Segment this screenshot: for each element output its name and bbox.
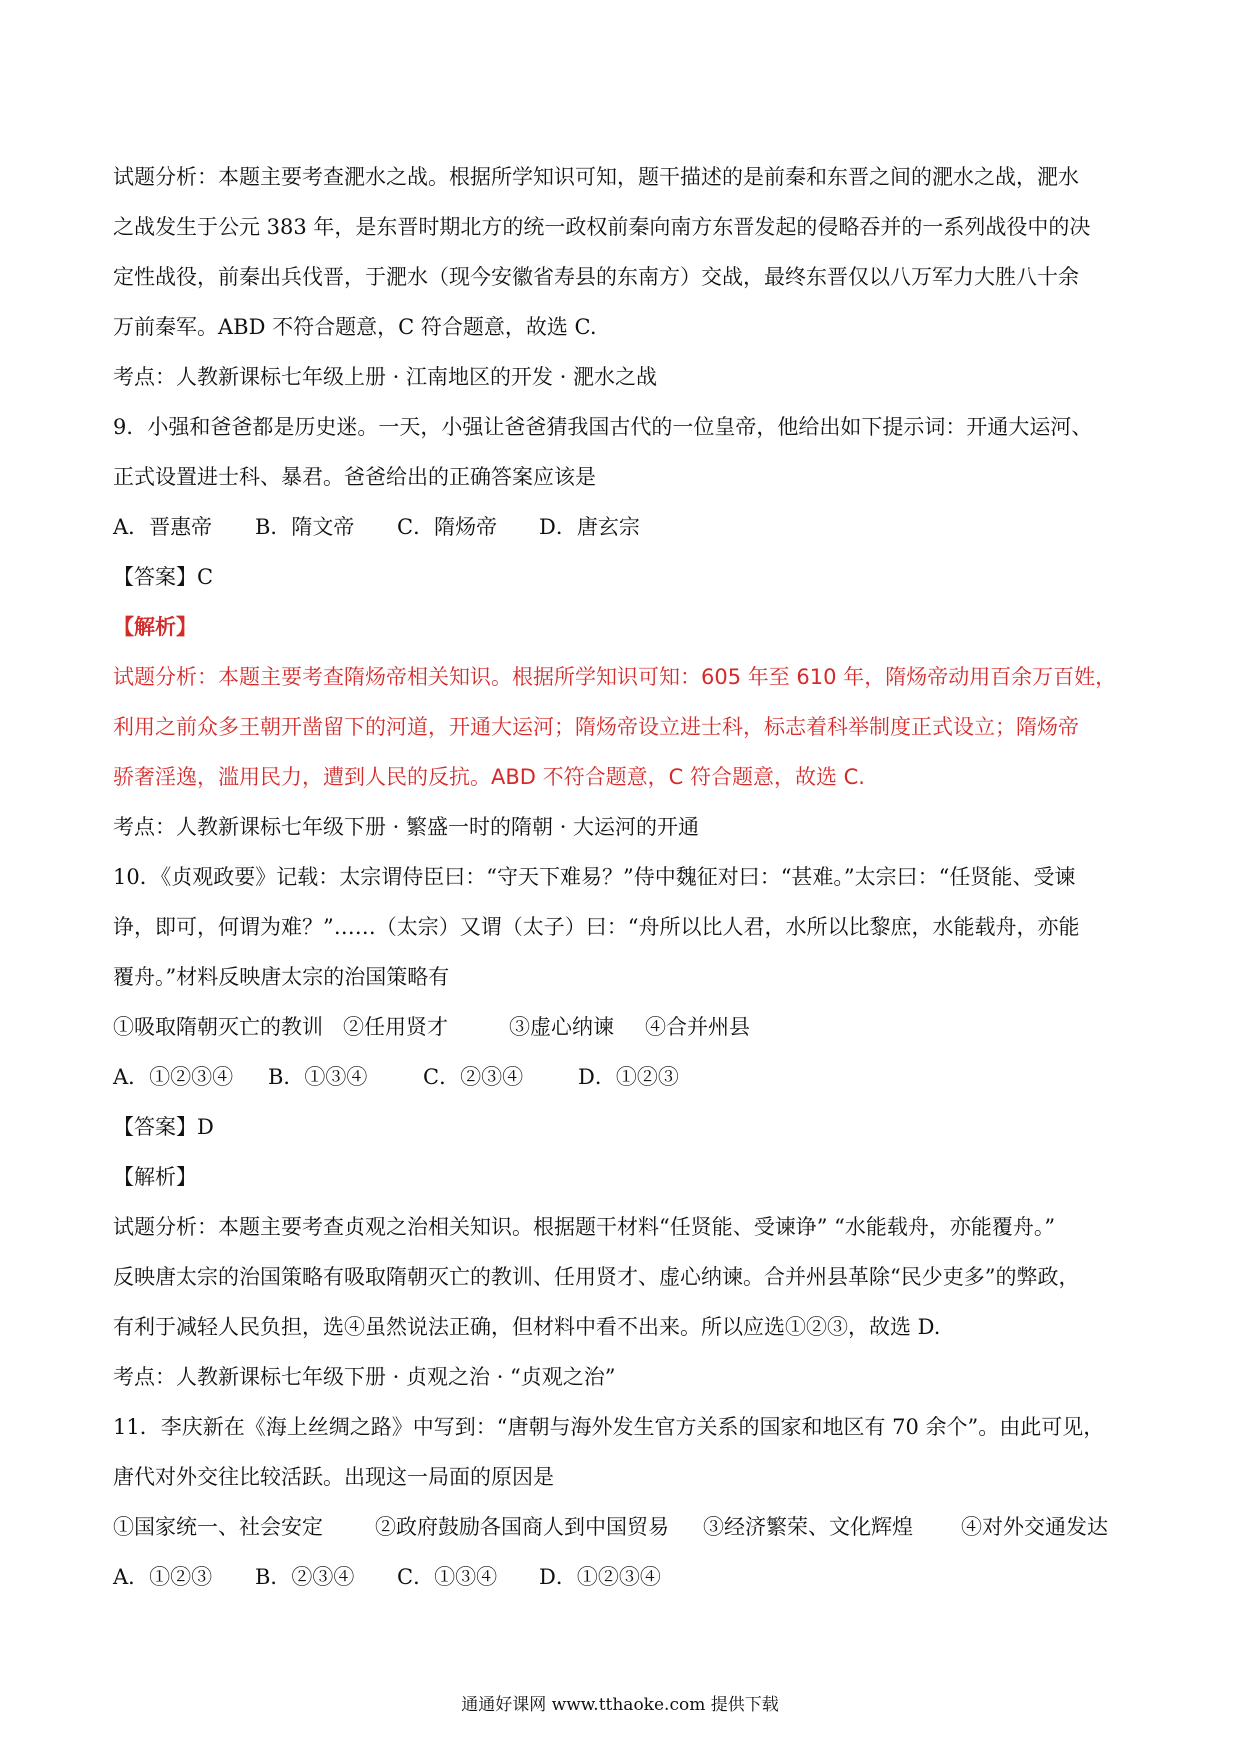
statement-2: ②任用贤才 [343,1015,448,1039]
statement-1: ①吸取隋朝灭亡的教训 [113,1015,323,1039]
text-line: 万前秦军。ABD 不符合题意，C 符合题意，故选 C. [113,315,597,339]
option-d: D．①②③④ [539,1565,661,1589]
option-c: C．②③④ [423,1065,524,1089]
question-9-analysis: 利用之前众多王朝开凿留下的河道，开通大运河；隋炀帝设立进士科，标志着科举制度正式设立；隋炀帝 [113,715,1079,739]
option-d: D．唐玄宗 [539,515,640,539]
option-b: B．隋文帝 [255,515,355,539]
option-a: A．①②③④ [113,1065,234,1089]
statement-4: ④合并州县 [645,1015,750,1039]
question-11-statements [113,1502,1133,1552]
option-a: A．①②③ [113,1565,213,1589]
question-9-analysis-heading: 【解析】 [113,615,197,639]
statement-3: ③虚心纳谏 [509,1015,614,1039]
statement-3: ③经济繁荣、文化辉煌 [703,1515,913,1539]
document-content [113,152,1133,1602]
question-11-options [113,1552,1133,1602]
statement-1: ①国家统一、社会安定 [113,1515,323,1539]
question-10-analysis: 反映唐太宗的治国策略有吸取隋朝灭亡的教训、任用贤才、虚心纳谏。合并州县革除“民少吏多”的弊政， [113,1265,1080,1289]
option-b: B．①③④ [268,1065,368,1089]
page-footer: 通通好课网 www.tthaoke.com 提供下载 [461,1695,779,1715]
option-c: C．①③④ [397,1565,498,1589]
question-9-stem: 正式设置进士科、暴君。爸爸给出的正确答案应该是 [113,465,596,489]
knowledge-point: 考点：人教新课标七年级上册 · 江南地区的开发 · 淝水之战 [113,365,658,389]
question-10-analysis-heading: 【解析】 [113,1165,197,1189]
question-9-analysis: 骄奢淫逸，滥用民力，遭到人民的反抗。ABD 不符合题意，C 符合题意，故选 C. [113,765,865,789]
statement-2: ②政府鼓励各国商人到中国贸易 [375,1515,669,1539]
question-10-options [113,1052,1133,1102]
question-10-analysis: 有利于减轻人民负担，选④虽然说法正确，但材料中看不出来。所以应选①②③，故选 D. [113,1315,941,1339]
question-9-options [113,502,1133,552]
option-b: B．②③④ [255,1565,355,1589]
option-d: D．①②③ [578,1065,679,1089]
question-9-knowledge-point: 考点：人教新课标七年级下册 · 繁盛一时的隋朝 · 大运河的开通 [113,815,700,839]
question-10-answer: 【答案】D [113,1115,214,1139]
question-10-stem: 覆舟。”材料反映唐太宗的治国策略有 [113,965,450,989]
question-10-stem: 10．《贞观政要》记载：太宗谓侍臣曰：“守天下难易？”侍中魏征对曰：“甚难。”太宗曰：“任贤能、受谏 [113,865,1076,889]
question-11-stem: 11．李庆新在《海上丝绸之路》中写到：“唐朝与海外发生官方关系的国家和地区有 70 余个”。由此可见， [113,1415,1105,1439]
question-9-stem: 9．小强和爸爸都是历史迷。一天，小强让爸爸猜我国古代的一位皇帝，他给出如下提示词：开通大运河、 [113,415,1093,439]
option-c: C．隋炀帝 [397,515,498,539]
text-line: 试题分析：本题主要考查淝水之战。根据所学知识可知，题干描述的是前秦和东晋之间的淝水之战，淝水 [113,165,1079,189]
text-line: 定性战役，前秦出兵伐晋，于淝水（现今安徽省寿县的东南方）交战，最终东晋仅以八万军力大胜八十余 [113,265,1079,289]
question-9-answer: 【答案】C [113,565,214,589]
question-9-analysis: 试题分析：本题主要考查隋炀帝相关知识。根据所学知识可知：605 年至 610 年，隋炀帝动用百余万百姓， [113,665,1117,689]
option-a: A．晋惠帝 [113,515,213,539]
question-10-stem: 诤，即可，何谓为难？”……（太宗）又谓（太子）曰：“舟所以比人君，水所以比黎庶，水能载舟，亦能 [113,915,1080,939]
question-10-knowledge-point: 考点：人教新课标七年级下册 · 贞观之治 · “贞观之治” [113,1365,616,1389]
question-10-analysis: 试题分析：本题主要考查贞观之治相关知识。根据题干材料“任贤能、受谏诤” “水能载舟，亦能覆舟。” [113,1215,1056,1239]
text-line: 之战发生于公元 383 年，是东晋时期北方的统一政权前秦向南方东晋发起的侵略吞并的一系列战役中的决 [113,215,1091,239]
statement-4: ④对外交通发达 [961,1515,1108,1539]
question-10-statements [113,1002,1133,1052]
question-11-stem: 唐代对外交往比较活跃。出现这一局面的原因是 [113,1465,554,1489]
